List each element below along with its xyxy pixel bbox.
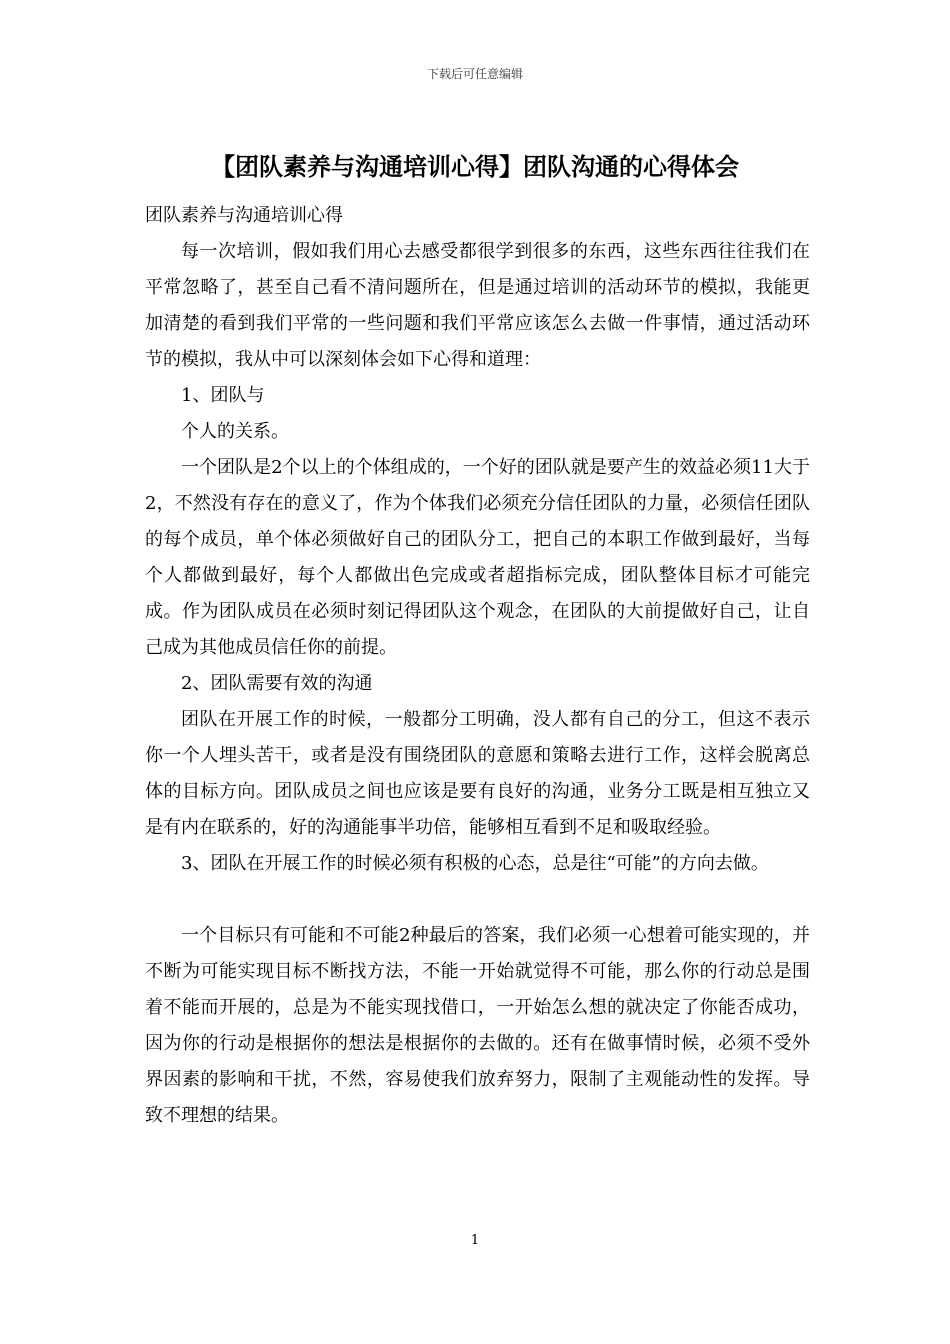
- section-3-paragraph: 一个目标只有可能和不可能2种最后的答案，我们必须一心想着可能实现的，并不断为可能实现目标不断找方法，不能一开始就觉得不可能，那么你的行动总是围着不能而开展的，总是为不能实现找借口，一开始怎么想的就决定了你能否成功，因为你的行动是根据你的想法是根据你的去做的。还有在做事情时候，必须不受外界因素的影响和干扰，不然，容易使我们放弃努力，限制了主观能动性的发挥。导致不理想的结果。: [145, 925, 810, 1126]
- section-1-heading-continued: 个人的关系。: [181, 421, 289, 442]
- section-1-paragraph: 一个团队是2个以上的个体组成的，一个好的团队就是要产生的效益必须11大于2，不然没有存在的意义了，作为个体我们必须充分信任团队的力量，必须信任团队的每个成员，单个体必须做好自己的团队分工，把自己的本职工作做到最好，当每个人都做到最好，每个人都做出色完成或者超指标完成，团队整体目标才可能完成。作为团队成员在必须时刻记得团队这个观念，在团队的大前提做好自己，让自己成为其他成员信任你的前提。: [145, 457, 810, 658]
- document-body: [145, 198, 810, 1134]
- document-title: 【团队素养与沟通培训心得】团队沟通的心得体会: [211, 153, 739, 181]
- section-3-heading: 3、团队在开展工作的时候必须有积极的心态，总是往“可能”的方向去做。: [181, 853, 769, 874]
- section-1-heading: 1、团队与: [181, 385, 265, 406]
- subtitle-paragraph: 团队素养与沟通培训心得: [145, 205, 343, 226]
- section-2-paragraph: 团队在开展工作的时候，一般都分工明确，没人都有自己的分工，但这不表示你一个人埋头苦干，或者是没有围绕团队的意愿和策略去进行工作，这样会脱离总体的目标方向。团队成员之间也应该是要有良好的沟通，业务分工既是相互独立又是有内在联系的，好的沟通能事半功倍，能够相互看到不足和吸取经验。: [145, 709, 810, 838]
- header-note: 下载后可任意编辑: [426, 67, 523, 81]
- intro-paragraph: 每一次培训，假如我们用心去感受都很学到很多的东西，这些东西往往我们在平常忽略了，甚至自己看不清问题所在，但是通过培训的活动环节的模拟，我能更加清楚的看到我们平常的一些问题和我们平常应该怎么去做一件事情，通过活动环节的模拟，我从中可以深刻体会如下心得和道理：: [145, 241, 810, 370]
- page-number: 1: [470, 1233, 480, 1248]
- section-2-heading: 2、团队需要有效的沟通: [181, 673, 373, 694]
